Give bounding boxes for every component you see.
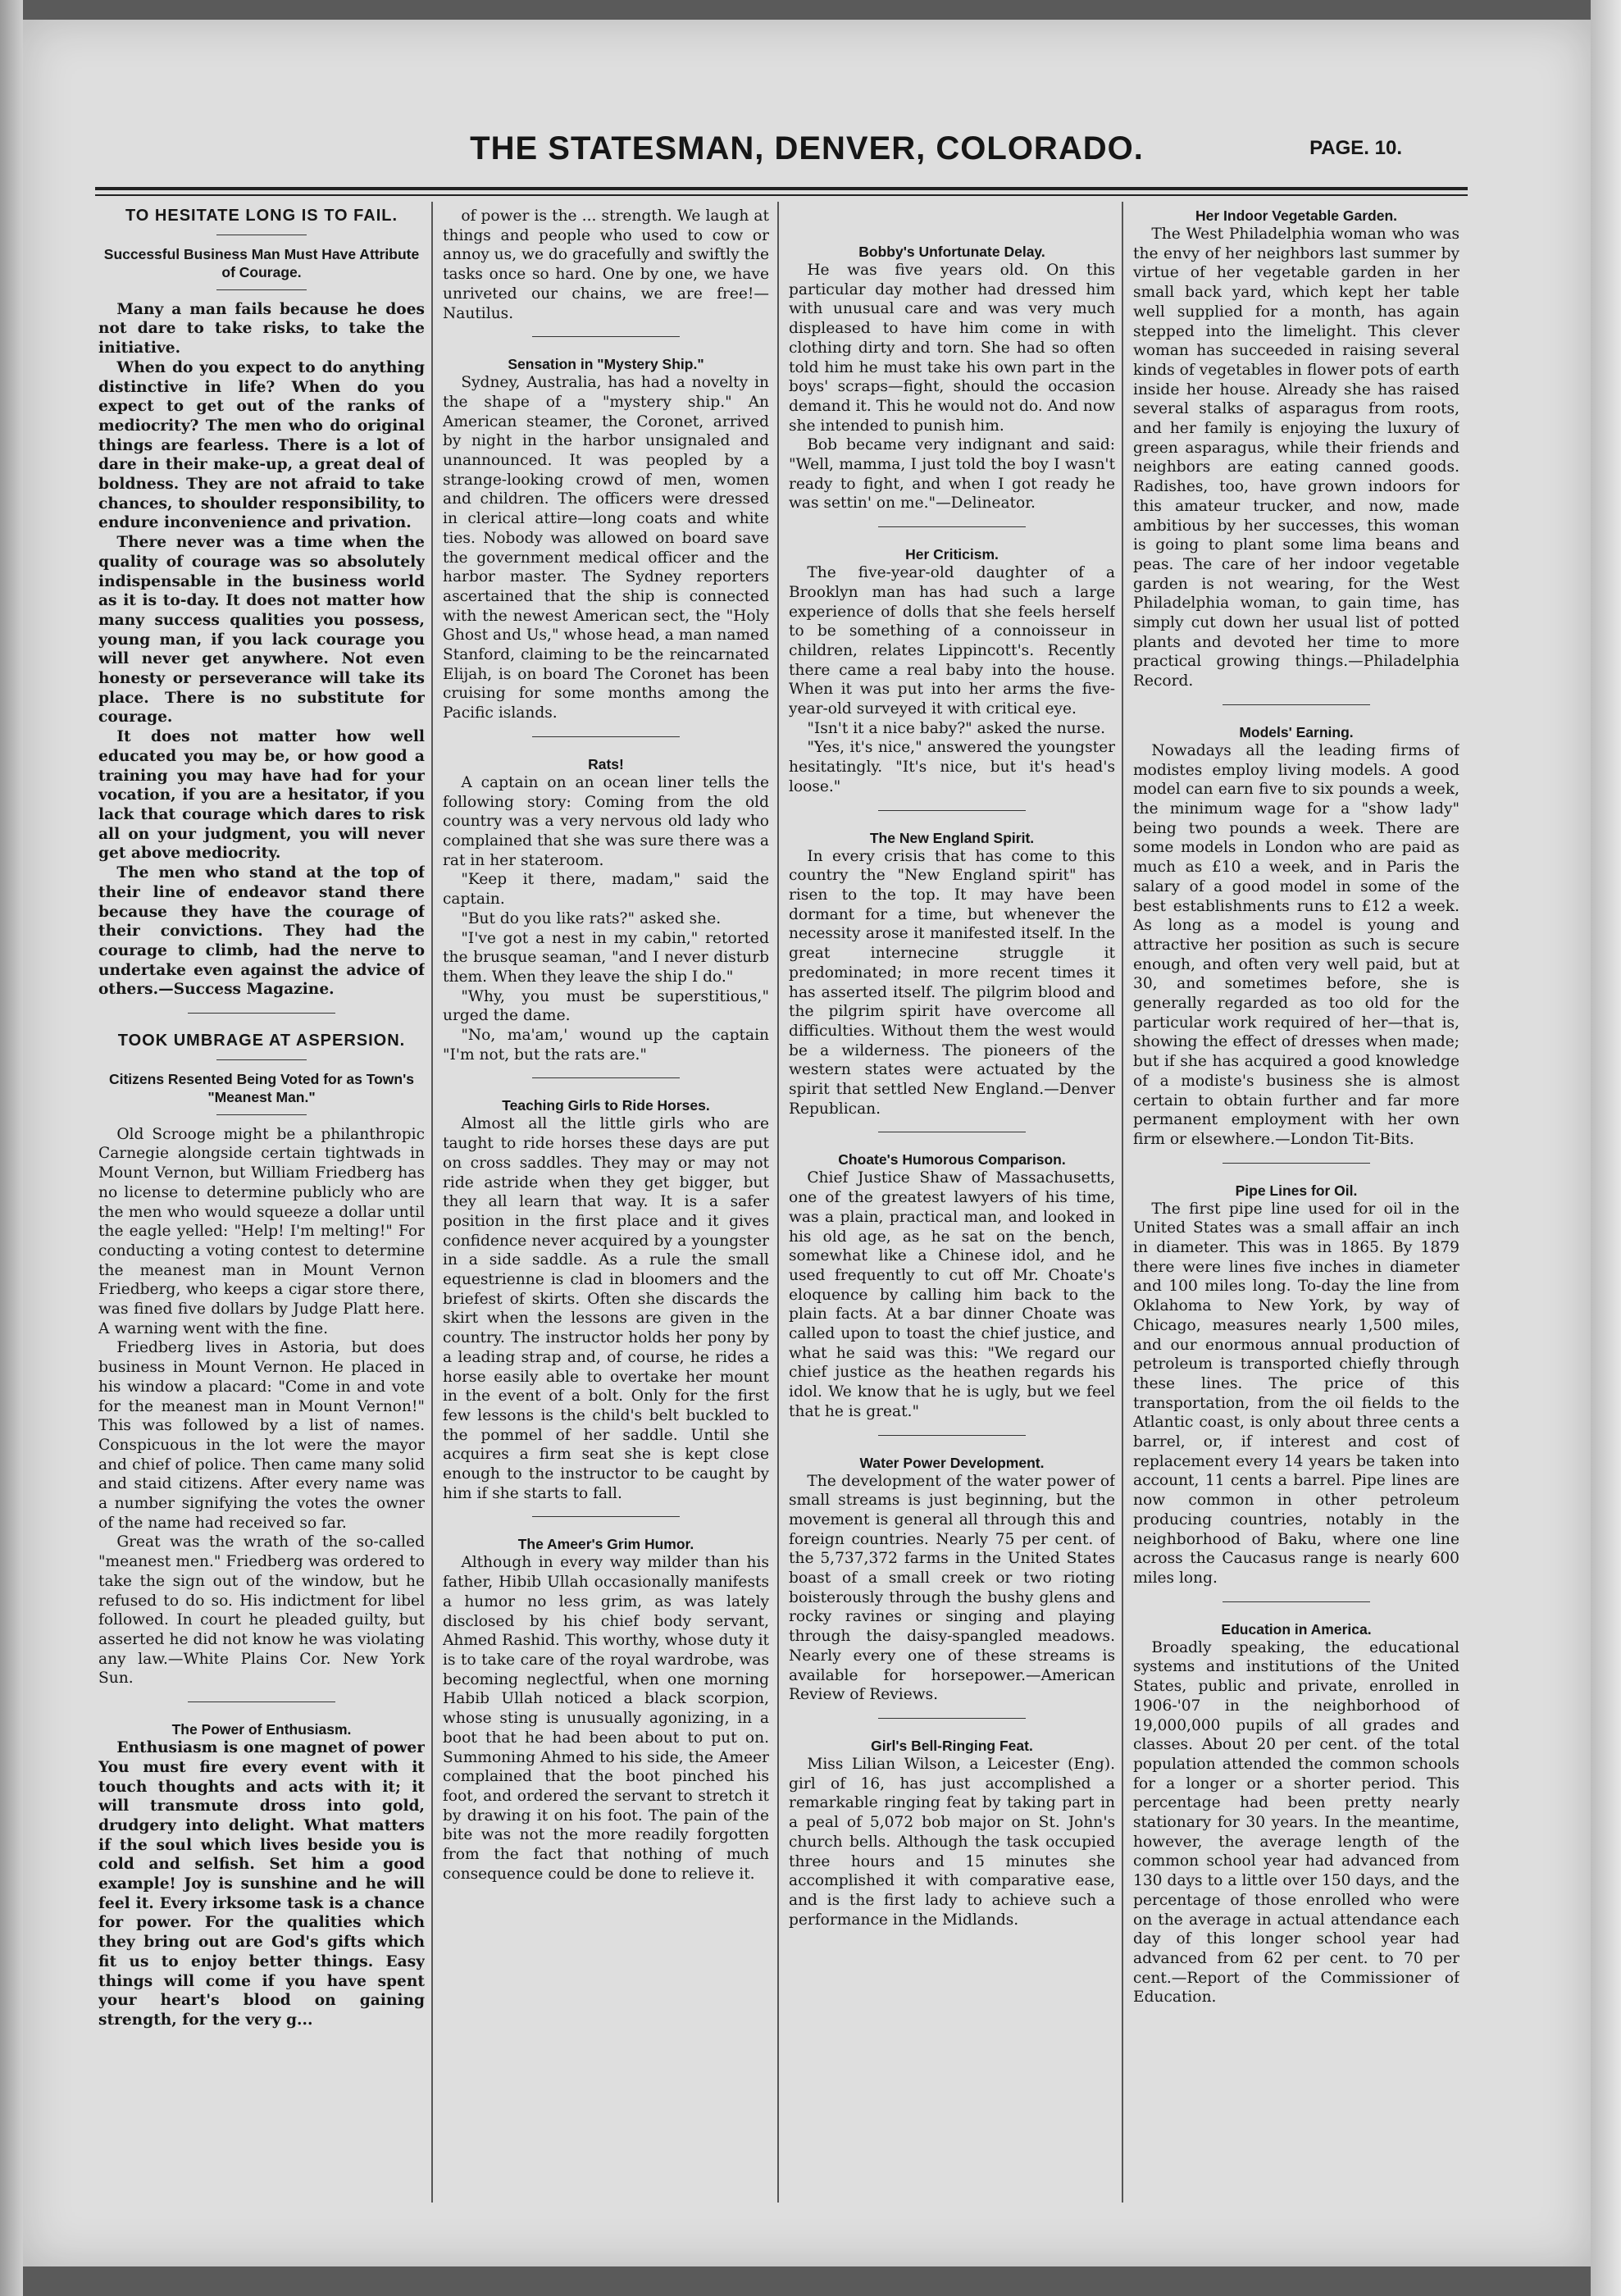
divider <box>216 1114 307 1115</box>
column-2 <box>443 207 769 2175</box>
divider <box>1223 1601 1370 1602</box>
paragraph: Almost all the little girls who are taught to ride horses these days are put on cross saddles. They may or may not ride astride when they get bigger, but they all learn that way. It is a safer position in the first place and it gives confidence never acquired by a youngster in a side saddle. As a rule the small equestrienne is clad in bloomers and the briefest of skirts. Often she discards the skirt when the lessons are given in the country. The instructor holds her pony by a leading strap and, of course, he rides a horse easily able to overtake her mount in the event of a bolt. Only for the first few lessons is the child's belt buckled to the pommel of her saddle. Until she acquires a firm seat she is kept close enough to the instructor to be caught by him if she starts to fall. <box>443 1115 769 1502</box>
column-3 <box>789 207 1115 2175</box>
paragraph: The men who stand at the top of their line of endeavor stand there because they have the courage of their convictions. They had the courage to climb, had the nerve to undertake even against the advice of others.—Success Magazine. <box>98 864 425 999</box>
paragraph: The development of the water power of small streams is just beginning, but the movement is general all through this and foreign countries. Nearly 75 per cent. of the 5,737,372 farms in the United States boast of a small creek or two rioting boisterously through the bushy glens and rocky ravines or singing and playing through the daisy-spangled meadows. Nearly every one of these streams is available for horsepower.—American Review of Reviews. <box>789 1472 1115 1704</box>
paragraph: "Yes, it's nice," answered the youngster hesitatingly. "It's nice, but it's head's loose." <box>789 739 1115 795</box>
masthead-rule <box>95 187 1468 190</box>
paragraph: "No, ma'am,' wound up the captain "I'm not, but the rats are." <box>443 1027 769 1064</box>
article-subhead: Successful Business Man Must Have Attribute of Courage. <box>103 245 420 280</box>
paragraph: Miss Lilian Wilson, a Leicester (Eng). girl of 16, has just accomplished a remarkable ringing feat by taking part in a peal of 5,072 bob major on St. John's church bells. Although the task occupied three hours and 15 minutes she accomplished it with comparative ease, and is the first lady to achieve such a performance in the Midlands. <box>789 1756 1115 1929</box>
article-headline: Rats! <box>588 755 624 772</box>
page-number: PAGE. 10. <box>1309 137 1402 159</box>
divider <box>878 1435 1026 1436</box>
divider <box>532 736 680 737</box>
paragraph: "But do you like rats?" asked she. <box>461 909 722 927</box>
paragraph: In every crisis that has come to this country the "New England spirit" has risen to the top. It may have been dormant for a time, but whenever the necessity arose it manifested itself. In the great internecine struggle it predominated; in more recent times it has asserted itself. The pilgrim blood and the pilgrim spirit have overcome all difficulties. Without them the west would be a wilderness. The pioneers of the western states were actuated by the spirit that settled New England.—Denver Republican. <box>789 847 1115 1118</box>
paragraph: The first pipe line used for oil in the United States was a small affair an inch in diameter. This was in 1865. By 1879 there were lines five inches in diameter and 100 miles long. To-day the line from Oklahoma to New York, by way of Chicago, measures nearly 1,500 miles, and our enormous annual production of petroleum is transported chiefly through these lines. The price of this transportation, from the oil fields to the Atlantic coast, is only about three cents a barrel, or, if interest and cost of replacement every 14 years be taken into account, 11 cents a barrel. Pipe lines are now common in other petroleum producing countries, notably in the neighborhood of Baku, where one line across the Caucasus range is nearly 600 miles long. <box>1133 1200 1459 1587</box>
article-headline: Teaching Girls to Ride Horses. <box>502 1097 710 1114</box>
column-rule <box>1122 202 1123 2203</box>
paragraph: Enthusiasm is one magnet of power You must fire every event with it touch thoughts and acts with it; it will transmute dross into gold, drudgery into delight. What matters if the soul which lives beside you is cold and selfish. Set him a good example! Joy is sunshine and he will feel it. Every irksome task is a chance for power. For the qualities which they bring out are God's gifts which fit us to enjoy better things. Easy things will come if you have spent your heart's blood on gaining strength, for the very g... <box>98 1739 425 2029</box>
paragraph: "Isn't it a nice baby?" asked the nurse. <box>807 719 1105 737</box>
divider <box>216 1059 307 1060</box>
divider <box>1223 1163 1370 1164</box>
paragraph: Friedberg lives in Astoria, but does business in Mount Vernon. He placed in his window a placard: "Come in and vote for the meanest man in Mount Vernon!" This was followed by a list of names. Conspicuous in the lot were the mayor and chief of police. Then came many solid and staid citizens. After every name was a number signifying the votes the owner of the name had received so far. <box>98 1339 425 1532</box>
divider <box>532 1077 680 1078</box>
paragraph: He was five years old. On this particular day mother had dressed him with unusual care and was very much displeased to have him come in with clothing dirty and torn. She had so often told him he must take his own part in the boys' scraps—fight, should the occasion demand it. This he would not do. And now she intended to punish him. <box>789 262 1115 435</box>
article-headline: TOOK UMBRAGE AT ASPERSION. <box>117 1032 406 1050</box>
column-rule <box>777 202 779 2203</box>
divider <box>532 1516 680 1517</box>
article-headline: Her Criticism. <box>905 546 999 563</box>
paragraph: Old Scrooge might be a philanthropic Carnegie alongside certain tightwads in Mount Vernon, but William Friedberg has no license to determine publicly who are the men who would squeeze a dollar until the eagle yelled: "Help! I'm melting!" For conducting a voting contest to determine the meanest man in Mount Vernon Friedberg, who keeps a cigar store there, was fined five dollars by Judge Platt here. A warning went with the fine. <box>98 1125 425 1337</box>
article-subhead: Citizens Resented Being Voted for as Town's "Meanest Man." <box>108 1070 415 1105</box>
paragraph: The West Philadelphia woman who was the envy of her neighbors last summer by virtue of her vegetable garden in her small back yard, which kept her table well supplied for a month, has again stepped into the limelight. This clever woman has succeeded in raising several kinds of vegetables in flower pots of earth inside her house. Already she has raised several stalks of asparagus from roots, and her family is enjoying the luxury of green asparagus, while their friends and neighbors are eating canned goods. Radishes, too, have grown indoors for this amateur trucker, and now, made ambitious by her successes, this woman is going to plant some lima beans and peas. The care of her indoor vegetable garden is not wearing, for the West Philadelphia woman, to gain time, has simply cut down her usual list of potted plants and devoted her time to more practical growing things.—Philadelphia Record. <box>1133 226 1459 690</box>
column-1 <box>98 207 425 2175</box>
article-headline: Choate's Humorous Comparison. <box>838 1151 1066 1168</box>
paragraph: Broadly speaking, the educational systems and institutions of the United States, public and private, enrolled in 1906-'07 in the neighborhood of 19,000,000 pupils of all grades and classes. About 20 per cent. of the total population attended the common schools for a longer or a shorter period. This percentage had been pretty nearly stationary for 30 years. In the meantime, however, the average length of the common school year had advanced from 130 days to a little over 150 days, and the percentage of those enrolled who were on the average in actual attendance each day of this longer school year had advanced from 62 per cent. to 70 per cent.—Report of the Commissioner of Education. <box>1133 1638 1459 2007</box>
divider <box>878 810 1026 811</box>
page-edge-right <box>1591 0 1621 2296</box>
column-rule <box>431 202 433 2203</box>
paragraph: When do you expect to do anything distinctive in life? When do you expect to get out of the ranks of mediocrity? The men who do original things are fearless. There is a lot of dare in their make-up, a great deal of boldness. They are not afraid to take chances, to shoulder responsibility, to endure inconvenience and privation. <box>98 358 425 532</box>
paragraph: It does not matter how well educated you may be, or how good a training you may have had for your vocation, if you are a hesitator, if you lack that courage which dares to risk all on your judgment, you will never get above mediocrity. <box>98 728 425 863</box>
article-headline: The Ameer's Grim Humor. <box>517 1536 694 1553</box>
article-headline: Pipe Lines for Oil. <box>1235 1182 1358 1199</box>
divider <box>1223 704 1370 705</box>
paragraph: "Keep it there, madam," said the captain. <box>443 871 769 909</box>
paragraph: Sydney, Australia, has had a novelty in the shape of a "mystery ship." An American steamer, the Coronet, arrived by night in the harbor unsignaled and unannounced. It was peopled by a strange-looking crowd of men, women and children. The officers were dressed in clerical attire—long coats and white ties. Nobody was allowed on board save the government medical officer and the harbor master. The Sydney reporters ascertained that the ship is connected with the newest American sect, the "Holy Ghost and Us," whose head, a man named Stanford, claiming to be the reincarnated Elijah, is on board The Coronet has been cruising for some months among the Pacific islands. <box>443 374 769 722</box>
paragraph: A captain on an ocean liner tells the following story: Coming from the old country was a very nervous old lady who complained that she was sure there was a rat in her stateroom. <box>443 773 769 869</box>
article-headline: The Power of Enthusiasm. <box>171 1721 352 1738</box>
article-headline: Her Indoor Vegetable Garden. <box>1195 207 1398 224</box>
paragraph: Although in every way milder than his father, Hibib Ullah occasionally manifests a humor no less grim, as was lately disclosed by his chief body servant, Ahmed Rashid. This worthy, whose duty it is to take care of the royal wardrobe, was becoming neglectful, when one morning Habib Ullah noticed a black scorpion, whose sting is unusually agonizing, in a boot that he had been about to put on. Summoning Ahmed to his side, the Ameer complained that the boot pinched his foot, and ordered the servant to stretch it by drawing it on his foot. The pain of the bite was not the more readily forgotten from the fact that nothing of much consequence could be done to relieve it. <box>443 1554 769 1883</box>
paragraph: "Why, you must be superstitious," urged the dame. <box>443 987 769 1025</box>
paragraph: The five-year-old daughter of a Brooklyn man has had such a large experience of dolls that she feels herself to be something of a connoisseur in children, relates Lippincott's. Recently there came a real baby into the house. When it was put into her arms the five-year-old surveyed it with critical eye. <box>789 564 1115 718</box>
paragraph: Nowadays all the leading firms of modistes employ living models. A good model can earn five to six pounds a week, the minimum wage for a "show lady" being two pounds a week. There are some models in London who are paid as much as £10 a week, and in Paris the salary of a good model in some of the best establishments runs to £12 a week. As long as a model is young and attractive her position as such is secure enough, and often very well paid, but at 30, and sometimes before, she is generally regarded as too old for the particular work required of her—that is, showing the effect of dresses when made; but if she has acquired a good knowledge of a modiste's business she is almost certain to obtain further and far more permanent employment with her own firm or elsewhere.—London Tit-Bits. <box>1133 741 1459 1148</box>
divider <box>878 526 1026 527</box>
article-headline: Models' Earning. <box>1239 723 1354 740</box>
article-headline: TO HESITATE LONG IS TO FAIL. <box>125 207 398 225</box>
divider <box>188 1013 335 1014</box>
paragraph: of power is the ... strength. We laugh at things and people who used to cow or annoy us, we do gracefully and swiftly the tasks once so hard. One by one, we have unriveted our chains, we are free!—Nautilus. <box>443 207 769 322</box>
paragraph: "I've got a nest in my cabin," retorted the brusque seaman, "and I never disturb them. When they leave the ship I do." <box>443 929 769 986</box>
paragraph: Bob became very indignant and said: "Well, mamma, I just told the boy I wasn't ready to fight, and when I got ready he was settin' on me."—Delineator. <box>789 436 1115 512</box>
article-headline: Water Power Development. <box>859 1454 1045 1471</box>
paragraph: Many a man fails because he does not dare to take risks, to take the initiative. <box>98 300 425 358</box>
paragraph: Great was the wrath of the so-called "meanest men." Friedberg was ordered to take the sign out of the window, but he refused to do so. His indictment for libel followed. In court he pleaded guilty, but asserted he did not know he was violating any law.—White Plains Cor. New York Sun. <box>98 1533 425 1688</box>
masthead: THE STATESMAN, DENVER, COLORADO. <box>470 130 1144 166</box>
masthead-rule-thin <box>95 194 1468 196</box>
article-headline: Education in America. <box>1221 1620 1372 1638</box>
newspaper-page <box>23 20 1591 2266</box>
divider <box>216 289 307 290</box>
paragraph: Chief Justice Shaw of Massachusetts, one of the greatest lawyers of his time, was a plain, practical man, and looked in his old age, as he sat on the bench, somewhat like a Chinese idol, and he used frequently to cut off Mr. Choate's eloquence by calling him back to the plain facts. At a bar dinner Choate was called upon to toast the chief justice, and what he said was this: "We regard our chief justice as the heathen regards his idol. We know that he is ugly, but we feel that he is great." <box>789 1169 1115 1420</box>
column-4 <box>1133 207 1459 2175</box>
article-headline: The New England Spirit. <box>869 829 1035 846</box>
article-headline: Girl's Bell-Ringing Feat. <box>871 1738 1033 1754</box>
page-edge-left <box>0 0 23 2296</box>
divider <box>532 336 680 337</box>
article-headline: Bobby's Unfortunate Delay. <box>858 244 1045 260</box>
article-headline: Sensation in "Mystery Ship." <box>508 356 704 373</box>
divider <box>878 1718 1026 1719</box>
paragraph: There never was a time when the quality of courage was so absolutely indispensable in the business world as it is to-day. It does not matter how many success qualities you possess, young man, if you lack courage you will never get anywhere. Not even honesty or perseverance will take its place. There is no substitute for courage. <box>98 534 425 727</box>
